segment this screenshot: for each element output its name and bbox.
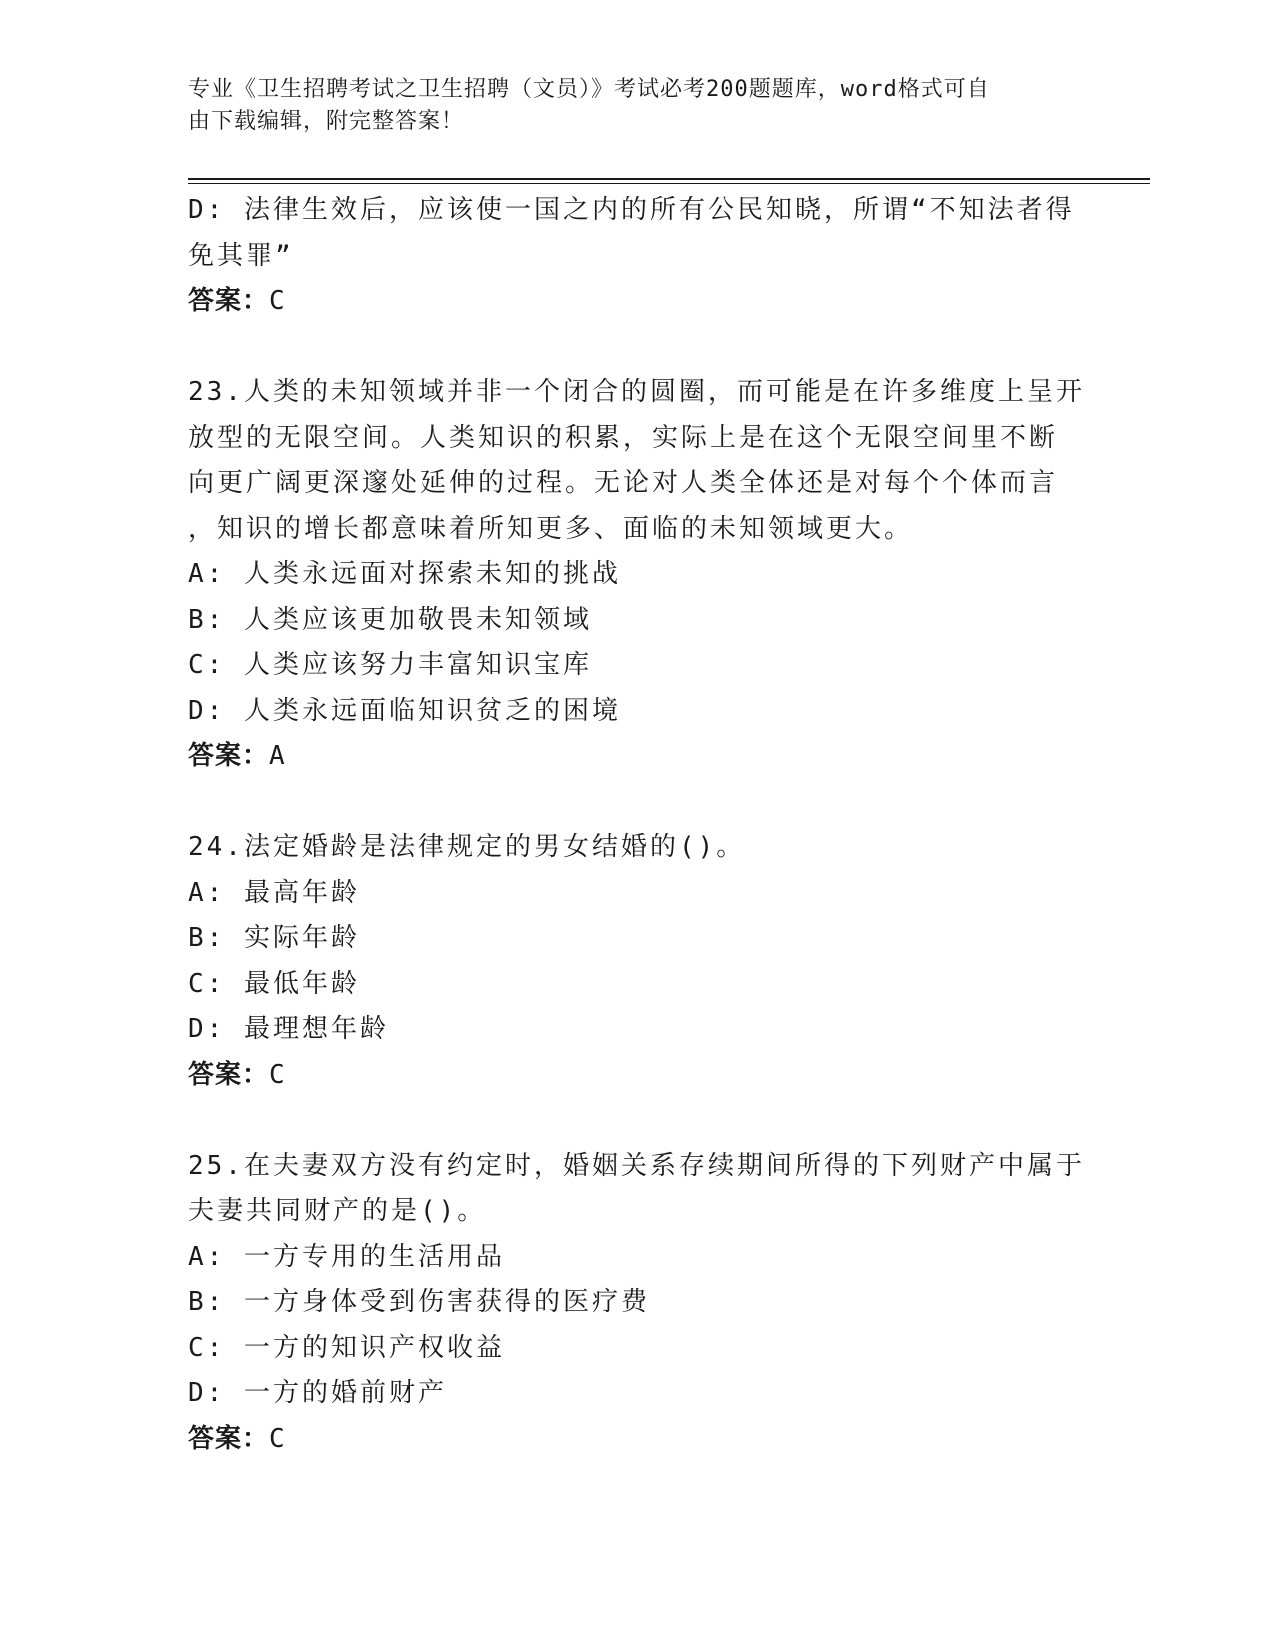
question-text-line: 25.在夫妻双方没有约定时，婚姻关系存续期间所得的下列财产中属于: [188, 1150, 1085, 1181]
question-text-line: 23.人类的未知领域并非一个闭合的圆圈，而可能是在许多维度上呈开: [188, 377, 1085, 407]
option-a: A: 一方专用的生活用品: [188, 1241, 505, 1272]
question-text-line: 向更广阔更深邃处延伸的过程。无论对人类全体还是对每个个体而言: [188, 468, 1059, 498]
option-c: C: 最低年龄: [188, 968, 360, 999]
header-divider-thin: [188, 183, 1150, 184]
question-text-line: 放型的无限空间。人类知识的积累，实际上是在这个无限空间里不断: [188, 422, 1059, 453]
question-25: [188, 1144, 1088, 1463]
answer-label: 答案：: [188, 1423, 270, 1454]
option-c: C: 人类应该努力丰富知识宝库: [188, 650, 592, 680]
option-d: D: 一方的婚前财产: [188, 1378, 447, 1408]
option-a: A: 人类永远面对探索未知的挑战: [188, 559, 621, 589]
answer-line: [188, 279, 1088, 325]
header-line-1: 专业《卫生招聘考试之卫生招聘（文员）》考试必考200题题库，word格式可自: [188, 77, 990, 102]
answer-line: [188, 1417, 1088, 1463]
option-d-continued: 免其罪”: [188, 240, 294, 271]
answer-value: C: [269, 1423, 286, 1454]
answer-value: A: [269, 741, 286, 771]
answer-label: 答案：: [188, 741, 270, 771]
option-d: D: 法律生效后，应该使一国之内的所有公民知晓，所谓“不知法者得: [188, 195, 1075, 225]
question-text-line: 夫妻共同财产的是()。: [188, 1196, 487, 1226]
question-text-line: 24.法定婚龄是法律规定的男女结婚的()。: [188, 832, 746, 862]
header-divider-thick: [188, 178, 1150, 180]
answer-label: 答案：: [188, 286, 270, 316]
option-d: D: 最理想年龄: [188, 1014, 389, 1044]
answer-value: C: [269, 286, 286, 316]
answer-line: [188, 734, 1088, 780]
document-body: [188, 188, 1088, 1462]
answer-line: [188, 1053, 1088, 1099]
option-b: B: 人类应该更加敬畏未知领域: [188, 604, 592, 635]
previous-question-tail: [188, 188, 1088, 325]
answer-label: 答案：: [188, 1059, 270, 1090]
question-24: [188, 825, 1088, 1098]
option-c: C: 一方的知识产权收益: [188, 1332, 505, 1363]
option-b: B: 一方身体受到伤害获得的医疗费: [188, 1287, 650, 1317]
option-a: A: 最高年龄: [188, 877, 360, 908]
option-d: D: 人类永远面临知识贫乏的困境: [188, 695, 621, 726]
header-line-2: 由下载编辑，附完整答案！: [188, 109, 465, 134]
question-23: [188, 370, 1088, 780]
question-text-line: ，知识的增长都意味着所知更多、面临的未知领域更大。: [188, 513, 914, 544]
page-header: [188, 74, 1068, 138]
option-b: B: 实际年龄: [188, 923, 360, 953]
answer-value: C: [269, 1059, 286, 1090]
